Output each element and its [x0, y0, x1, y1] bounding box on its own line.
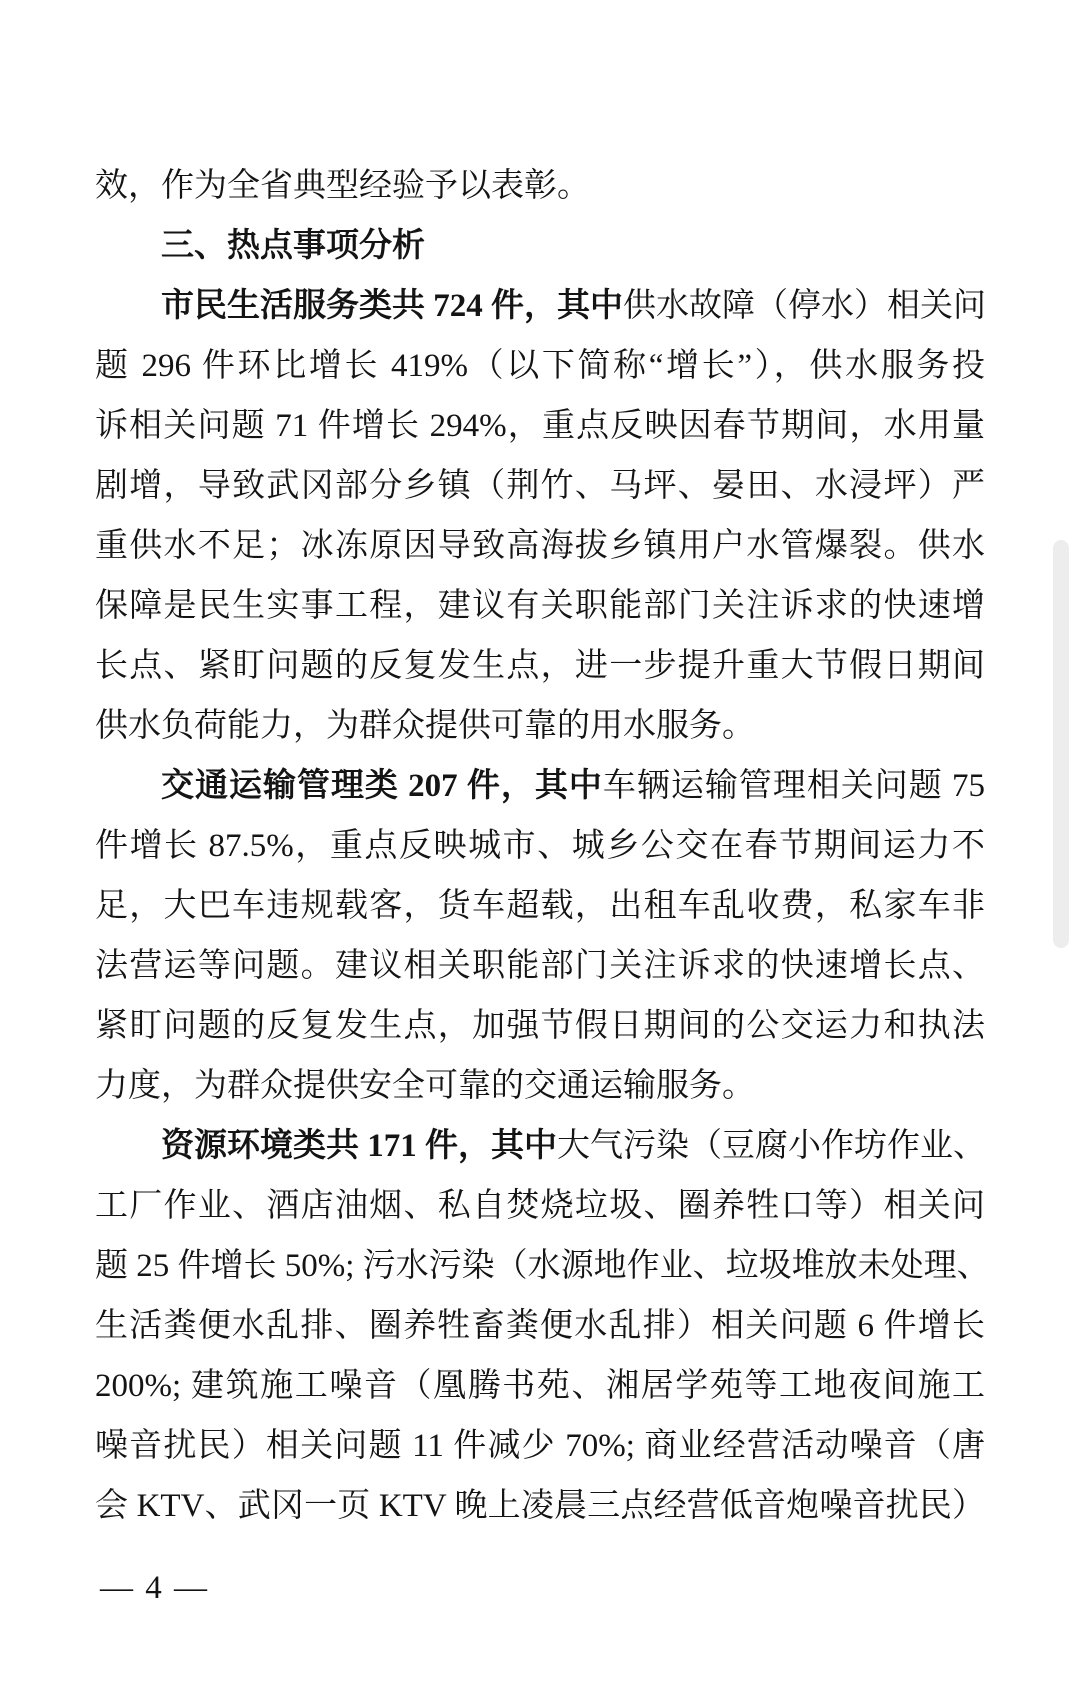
- text-line: [95, 696, 985, 756]
- text-line: [95, 156, 985, 216]
- text-segment: 生活粪便水乱排、圈养牲畜粪便水乱排）相关问题 6 件增长: [95, 1308, 985, 1344]
- text-segment: 大气污染（豆腐小作坊作业、: [557, 1128, 986, 1164]
- text-line: [95, 516, 985, 576]
- page-number: — 4 —: [100, 1570, 209, 1606]
- text-segment: 供水故障（停水）相关问: [623, 288, 986, 324]
- text-line: [95, 816, 985, 876]
- text-segment: 足，大巴车违规载客，货车超载，出租车乱收费，私家车非: [95, 888, 985, 924]
- text-segment: 重供水不足；冰冻原因导致高海拔乡镇用户水管爆裂。供水: [95, 528, 985, 564]
- text-segment: 长点、紧盯问题的反复发生点，进一步提升重大节假日期间: [95, 648, 985, 684]
- bold-text-segment: 资源环境类共 171 件，其中: [161, 1128, 557, 1164]
- scrollbar-thumb[interactable]: [1053, 540, 1069, 948]
- text-line: [95, 1476, 985, 1536]
- text-segment: 车辆运输管理相关问题 75: [602, 768, 986, 804]
- text-segment: 件增长 87.5%，重点反映城市、城乡公交在春节期间运力不: [95, 828, 985, 864]
- text-segment: 紧盯问题的反复发生点，加强节假日期间的公交运力和执法: [95, 1008, 985, 1044]
- text-segment: 200%; 建筑施工噪音（凰腾书苑、湘居学苑等工地夜间施工: [95, 1368, 985, 1404]
- text-segment: 效，作为全省典型经验予以表彰。: [95, 168, 590, 204]
- bold-text-segment: 三、热点事项分析: [161, 228, 425, 264]
- text-line: [95, 756, 985, 816]
- text-line: [95, 1296, 985, 1356]
- text-line: [95, 1176, 985, 1236]
- text-line: [95, 456, 985, 516]
- text-segment: 会 KTV、武冈一页 KTV 晚上凌晨三点经营低音炮噪音扰民）: [95, 1488, 985, 1524]
- text-segment: 供水负荷能力，为群众提供可靠的用水服务。: [95, 708, 755, 744]
- text-segment: 诉相关问题 71 件增长 294%，重点反映因春节期间，水用量: [95, 408, 985, 444]
- text-line: [95, 576, 985, 636]
- text-segment: 题 296 件环比增长 419%（以下简称“增长”），供水服务投: [95, 348, 985, 384]
- text-line: [95, 1116, 985, 1176]
- text-line: [95, 216, 985, 276]
- bold-text-segment: 市民生活服务类共 724 件，其中: [161, 288, 623, 324]
- text-line: [95, 636, 985, 696]
- text-segment: 剧增，导致武冈部分乡镇（荆竹、马坪、晏田、水浸坪）严: [95, 468, 985, 504]
- text-line: [95, 1236, 990, 1296]
- text-line: [95, 276, 985, 336]
- text-line: [95, 396, 985, 456]
- text-line: [95, 1416, 985, 1476]
- text-segment: 题 25 件增长 50%; 污水污染（水源地作业、垃圾堆放未处理、: [95, 1248, 990, 1284]
- text-line: [95, 1356, 985, 1416]
- document-text: [95, 156, 990, 1536]
- bold-text-segment: 交通运输管理类 207 件，其中: [161, 768, 603, 804]
- text-segment: 保障是民生实事工程，建议有关职能部门关注诉求的快速增: [95, 588, 985, 624]
- text-line: [95, 876, 985, 936]
- text-line: [95, 996, 985, 1056]
- text-line: [95, 336, 985, 396]
- text-segment: 法营运等问题。建议相关职能部门关注诉求的快速增长点、: [95, 948, 985, 984]
- text-line: [95, 936, 985, 996]
- text-segment: 力度，为群众提供安全可靠的交通运输服务。: [95, 1068, 755, 1104]
- text-segment: 工厂作业、酒店油烟、私自焚烧垃圾、圈养牲口等）相关问: [95, 1188, 985, 1224]
- text-segment: 噪音扰民）相关问题 11 件减少 70%; 商业经营活动噪音（唐: [95, 1428, 985, 1464]
- text-line: [95, 1056, 985, 1116]
